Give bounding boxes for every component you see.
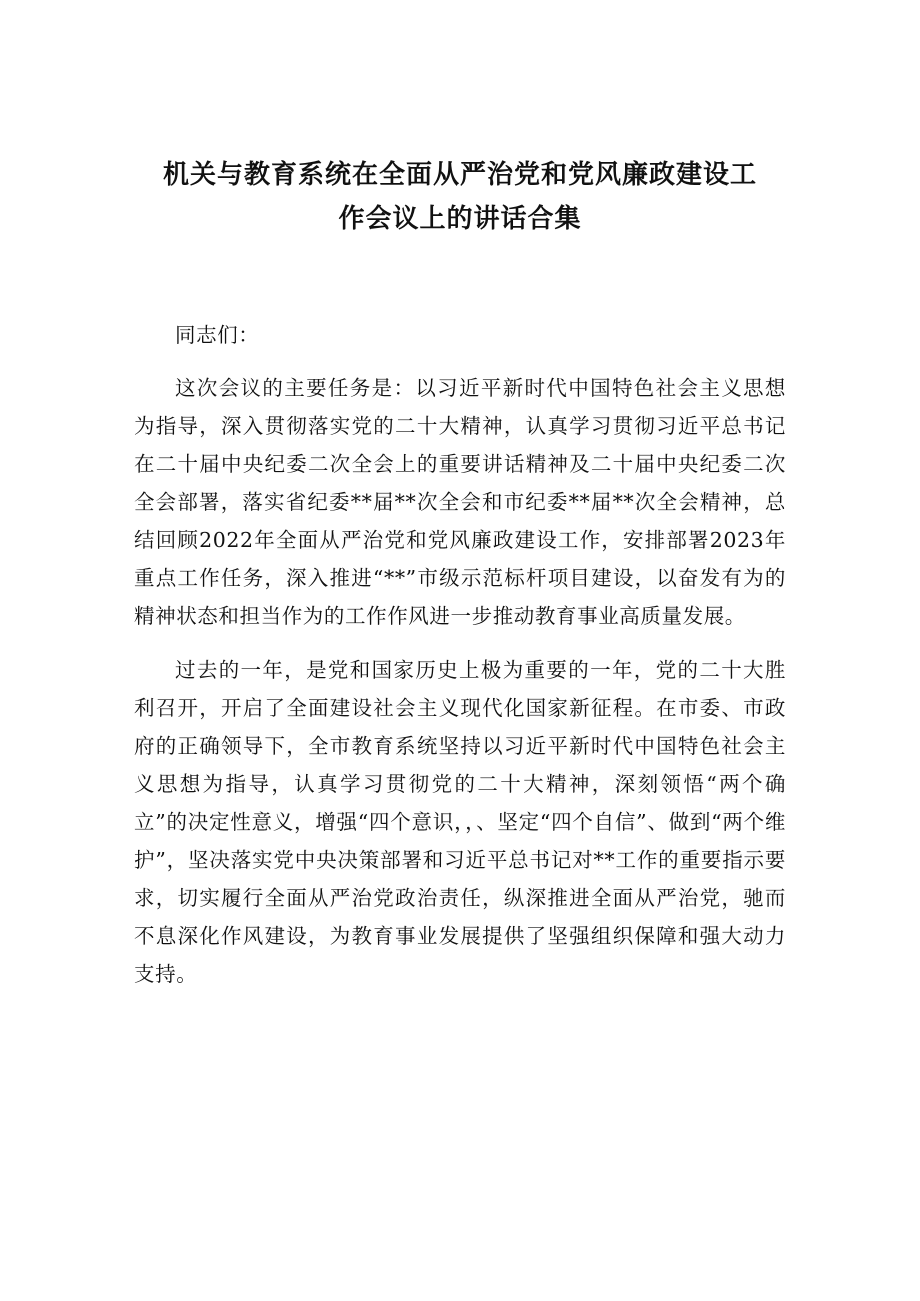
document-title (130, 153, 790, 241)
title-line-2: 作会议上的讲话合集 (338, 204, 582, 235)
paragraph-meeting-tasks: 这次会议的主要任务是：以习近平新时代中国特色社会主义思想为指导，深入贯彻落实党的二十大精神，认真学习贯彻习近平总书记在二十届中央纪委二次全会上的重要讲话精神及二十届中央纪委二次全会部署，落实省纪委**届**次全会和市纪委**届**次全会精神，总结回顾2022年全面从严治党和党风廉政建设工作，安排部署2023年重点工作任务，深入推进“**”市级示范标杆项目建设，以奋发有为的精神状态和担当作为的工作作风进一步推动教育事业高质量发展。 (134, 376, 786, 628)
document-body (134, 316, 786, 1009)
salutation: 同志们： (175, 323, 260, 347)
title-line-1: 机关与教育系统在全面从严治党和党风廉政建设工 (162, 160, 757, 191)
paragraph-past-year-review: 过去的一年，是党和国家历史上极为重要的一年，党的二十大胜利召开，开启了全面建设社会主义现代化国家新征程。在市委、市政府的正确领导下，全市教育系统坚持以习近平新时代中国特色社会主义思想为指导，认真学习贯彻党的二十大精神，深刻领悟“两个确立”的决定性意义，增强“四个意识，，、坚定“四个自信”、做到“两个维护”，坚决落实党中央决策部署和习近平总书记对**工作的重要指示要求，切实履行全面从严治党政治责任，纵深推进全面从严治党，驰而不息深化作风建设，为教育事业发展提供了坚强组织保障和强大动力支持。 (134, 658, 786, 986)
